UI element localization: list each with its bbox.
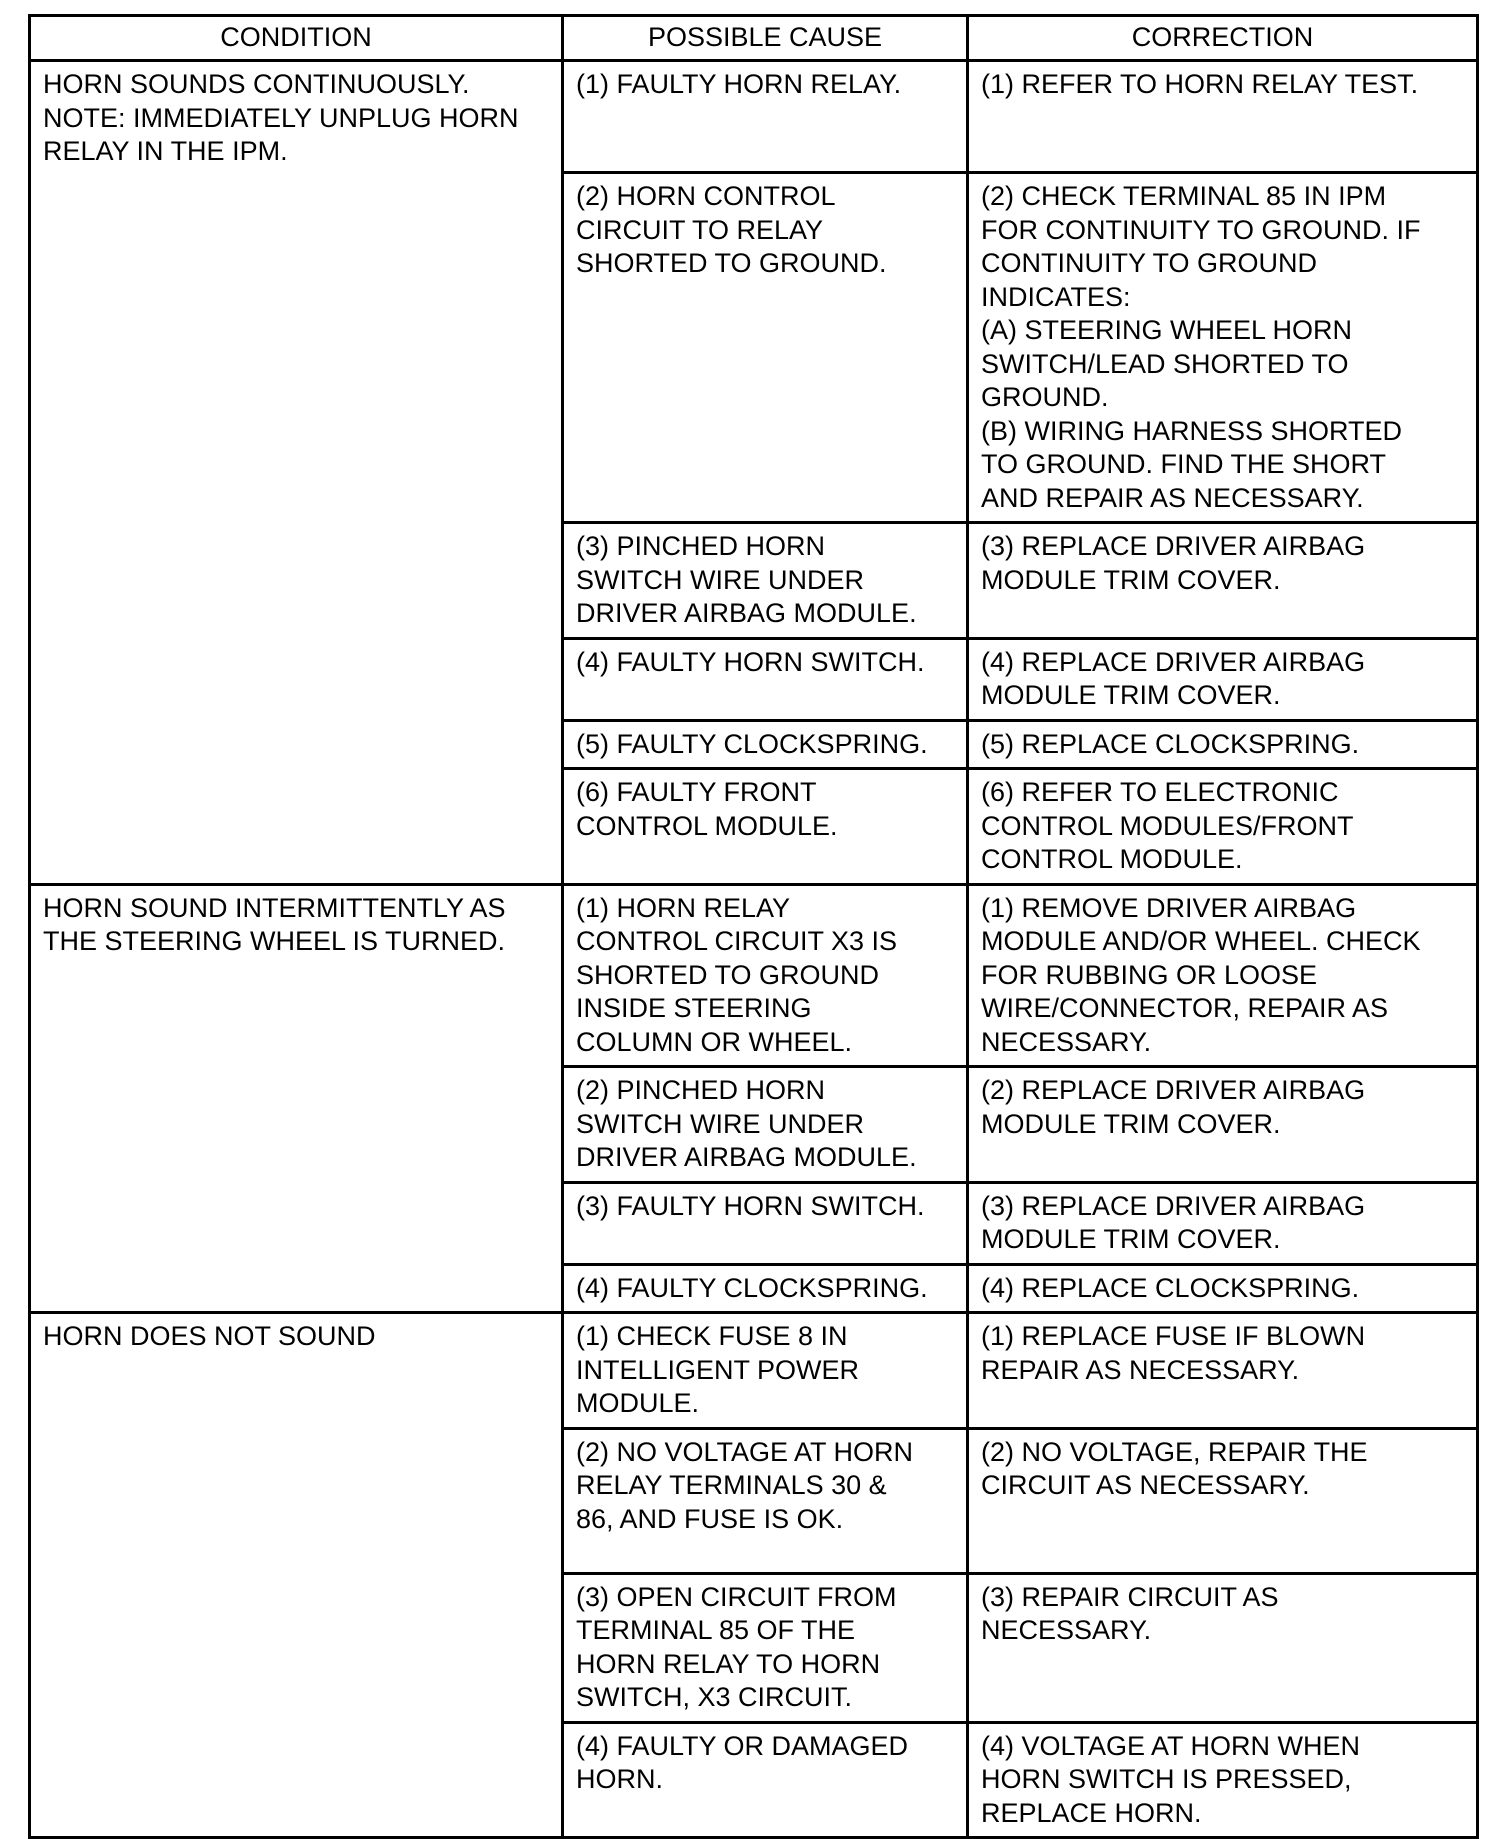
correction-cell: (3) REPLACE DRIVER AIRBAG MODULE TRIM COVER.: [968, 1182, 1478, 1264]
cause-cell: (6) FAULTY FRONT CONTROL MODULE.: [563, 769, 968, 885]
correction-cell: (2) REPLACE DRIVER AIRBAG MODULE TRIM COVER.: [968, 1067, 1478, 1183]
condition-header: CONDITION: [30, 16, 563, 61]
possible-cause-header: POSSIBLE CAUSE: [563, 16, 968, 61]
correction-header: CORRECTION: [968, 16, 1478, 61]
condition-cell: HORN DOES NOT SOUND: [30, 1313, 563, 1838]
header-row: [30, 16, 1478, 61]
cause-cell: (1) CHECK FUSE 8 IN INTELLIGENT POWER MODULE.: [563, 1313, 968, 1429]
correction-cell: (1) REPLACE FUSE IF BLOWN REPAIR AS NECESSARY.: [968, 1313, 1478, 1429]
correction-cell: (1) REMOVE DRIVER AIRBAG MODULE AND/OR WHEEL. CHECK FOR RUBBING OR LOOSE WIRE/CONNECTOR, REPAIR AS NECESSARY.: [968, 884, 1478, 1067]
cause-cell: (1) HORN RELAY CONTROL CIRCUIT X3 IS SHORTED TO GROUND INSIDE STEERING COLUMN OR WHEEL.: [563, 884, 968, 1067]
correction-cell: (3) REPAIR CIRCUIT AS NECESSARY.: [968, 1573, 1478, 1722]
table-row: [30, 61, 1478, 173]
cause-cell: (2) PINCHED HORN SWITCH WIRE UNDER DRIVER AIRBAG MODULE.: [563, 1067, 968, 1183]
condition-cell: HORN SOUNDS CONTINUOUSLY. NOTE: IMMEDIATELY UNPLUG HORN RELAY IN THE IPM.: [30, 61, 563, 885]
cause-cell: (3) OPEN CIRCUIT FROM TERMINAL 85 OF THE HORN RELAY TO HORN SWITCH, X3 CIRCUIT.: [563, 1573, 968, 1722]
condition-cell: HORN SOUND INTERMITTENTLY AS THE STEERING WHEEL IS TURNED.: [30, 884, 563, 1313]
cause-cell: (4) FAULTY CLOCKSPRING.: [563, 1264, 968, 1313]
cause-cell: (5) FAULTY CLOCKSPRING.: [563, 720, 968, 769]
cause-cell: (2) HORN CONTROL CIRCUIT TO RELAY SHORTED TO GROUND.: [563, 173, 968, 523]
cause-cell: (4) FAULTY OR DAMAGED HORN.: [563, 1722, 968, 1838]
cause-cell: (3) FAULTY HORN SWITCH.: [563, 1182, 968, 1264]
correction-cell: (2) CHECK TERMINAL 85 IN IPM FOR CONTINUITY TO GROUND. IF CONTINUITY TO GROUND INDICATES: (A) STEERING WHEEL HORN SWITCH/LEAD SHORTED TO GROUND. (B) WIRING HARNESS SHORTED TO GROUND. FIND THE SHORT AND REPAIR AS NECESSARY.: [968, 173, 1478, 523]
correction-cell: (4) VOLTAGE AT HORN WHEN HORN SWITCH IS PRESSED, REPLACE HORN.: [968, 1722, 1478, 1838]
correction-cell: (4) REPLACE DRIVER AIRBAG MODULE TRIM COVER.: [968, 638, 1478, 720]
diagnosis-table: [28, 14, 1479, 1839]
correction-cell: (2) NO VOLTAGE, REPAIR THE CIRCUIT AS NECESSARY.: [968, 1428, 1478, 1573]
cause-cell: (3) PINCHED HORN SWITCH WIRE UNDER DRIVER AIRBAG MODULE.: [563, 523, 968, 639]
cause-cell: (2) NO VOLTAGE AT HORN RELAY TERMINALS 30 & 86, AND FUSE IS OK.: [563, 1428, 968, 1573]
cause-cell: (4) FAULTY HORN SWITCH.: [563, 638, 968, 720]
correction-cell: (6) REFER TO ELECTRONIC CONTROL MODULES/FRONT CONTROL MODULE.: [968, 769, 1478, 885]
correction-cell: (1) REFER TO HORN RELAY TEST.: [968, 61, 1478, 173]
table-row: [30, 884, 1478, 1067]
correction-cell: (5) REPLACE CLOCKSPRING.: [968, 720, 1478, 769]
cause-cell: (1) FAULTY HORN RELAY.: [563, 61, 968, 173]
correction-cell: (3) REPLACE DRIVER AIRBAG MODULE TRIM COVER.: [968, 523, 1478, 639]
table-row: [30, 1313, 1478, 1429]
correction-cell: (4) REPLACE CLOCKSPRING.: [968, 1264, 1478, 1313]
